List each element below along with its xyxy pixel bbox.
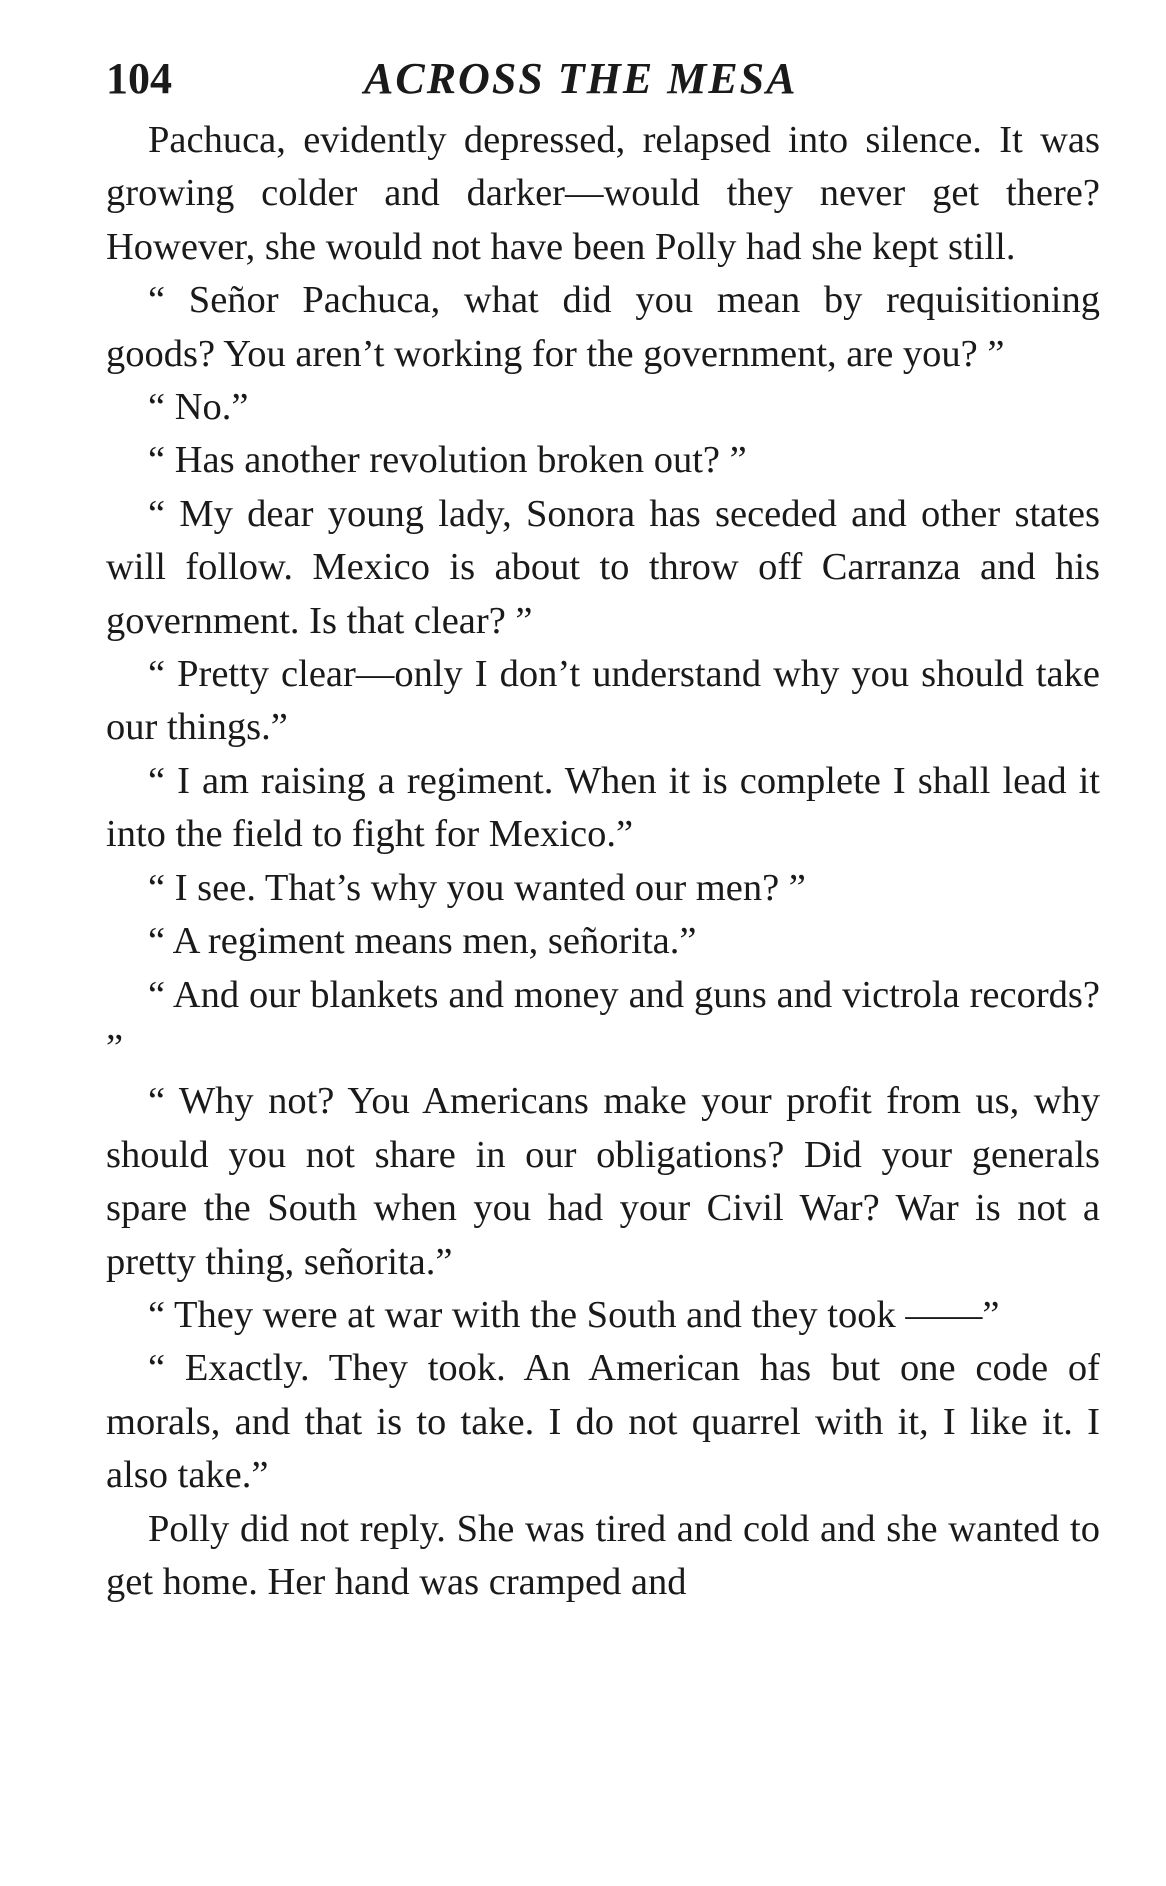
page-number: 104 (106, 54, 172, 103)
paragraph: “ Exactly. They took. An American has but one code of morals, and that is to take. I do not quarrel with it, I like it. I also take.” (106, 1347, 1100, 1497)
paragraph: “ They were at war with the South and they took ——” (148, 1293, 1000, 1336)
paragraph: “ I see. That’s why you wanted our men? ” (148, 866, 806, 909)
paragraph: “ My dear young lady, Sonora has seceded and other states will follow. Mexico is about to throw off Carranza and his government. Is that clear? ” (106, 492, 1100, 642)
paragraph: “ A regiment means men, señorita.” (148, 920, 697, 963)
running-title: ACROSS THE MESA (364, 54, 798, 103)
paragraph: “ No.” (148, 386, 249, 429)
paragraph: “ I am raising a regiment. When it is complete I shall lead it into the field to fight for Mexico.” (106, 759, 1100, 856)
body-text (106, 114, 1100, 1609)
paragraph: Polly did not reply. She was tired and cold and she wanted to get home. Her hand was cramped and (106, 1507, 1100, 1603)
paragraph: “ Pretty clear—only I don’t understand why you should take our things.” (106, 653, 1100, 749)
paragraph: “ And our blankets and money and guns and victrola records? ” (106, 973, 1100, 1069)
paragraph: “ Why not? You Americans make your profit from us, why should you not share in our obligations? Did your generals spare the South when you had your Civil War? War is not a pretty thing, señorita.” (106, 1080, 1100, 1283)
paragraph: Pachuca, evidently depressed, relapsed into silence. It was growing colder and darker—would they never get there? However, she would not have been Polly had she kept still. (106, 119, 1100, 268)
book-page (106, 44, 1100, 1609)
paragraph: “ Has another revolution broken out? ” (148, 439, 747, 482)
paragraph: “ Señor Pachuca, what did you mean by requisitioning goods? You aren’t working for the government, are you? ” (106, 279, 1100, 375)
page-header (106, 44, 1100, 114)
